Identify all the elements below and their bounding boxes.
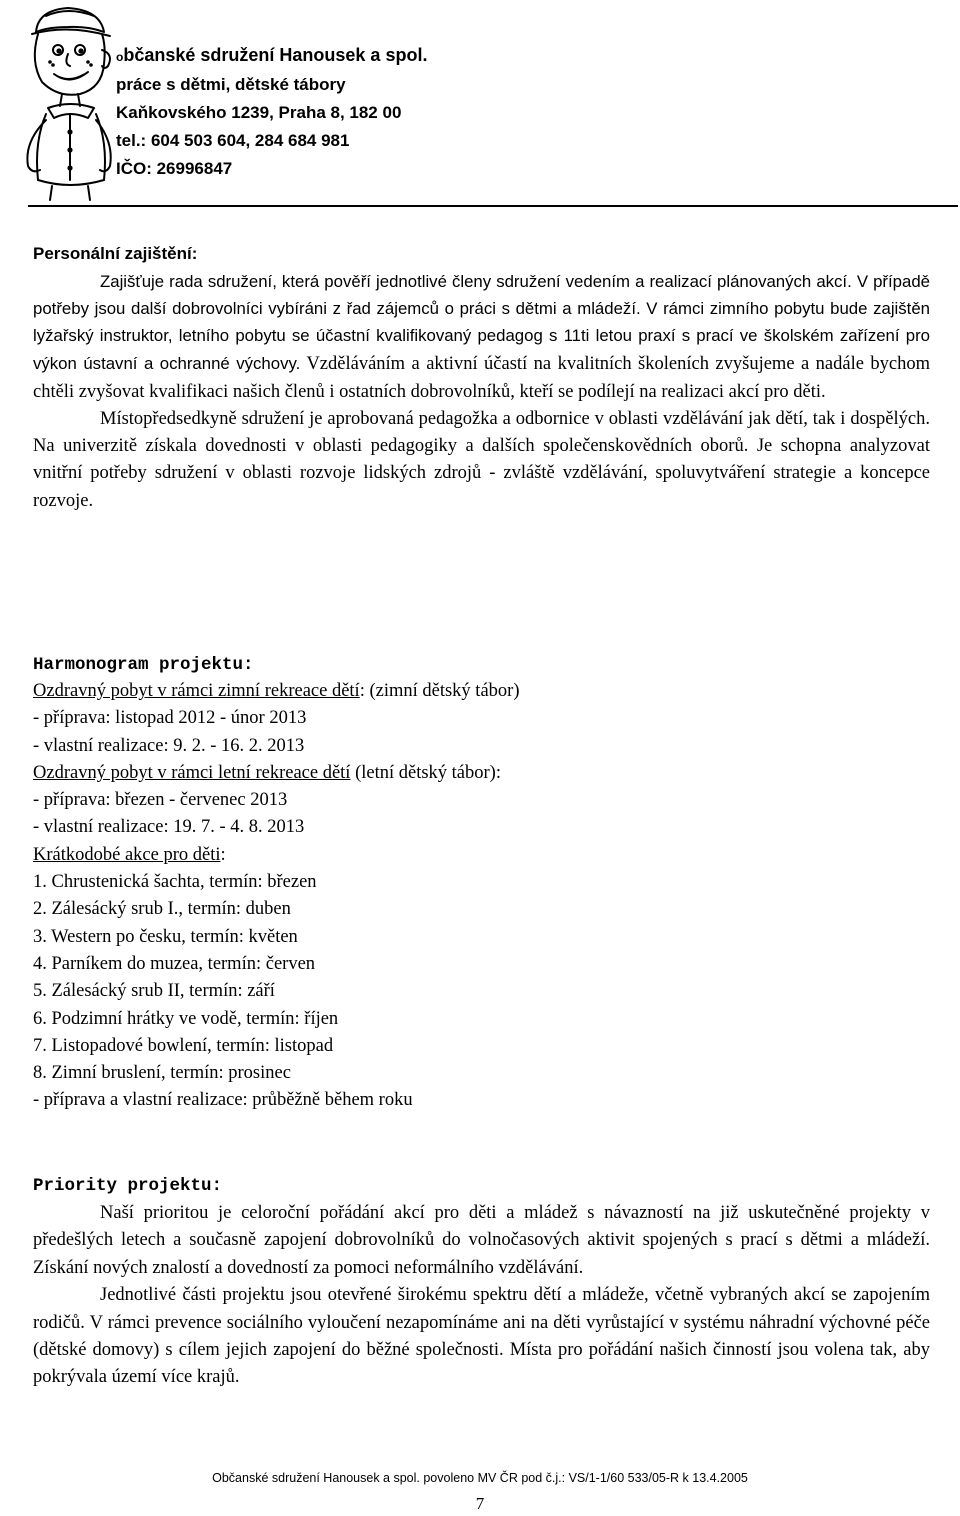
list-item: 6. Podzimní hrátky ve vodě, termín: říjen [33, 1008, 339, 1029]
short-actions-colon: : [220, 844, 226, 865]
winter-title-line [33, 678, 930, 705]
list-item: 3. Western po česku, termín: květen [33, 926, 298, 947]
summer-title-line [33, 760, 930, 787]
short-actions-title-line [33, 842, 930, 869]
priority-paragraph-2: Jednotlivé části projektu jsou otevřené širokému spektru dětí a mládeže, včetně vybraných akcí se zapojením rodičů. V rámci prevence sociálního vyloučení nezapomínáme ani na děti vyrůstající v systému náhradní výchovné péče (dětské domovy) s cílem jejich zapojení do běžné společnosti. Místa pro pořádání našich činností jsou volena tak, aby pokrývala území více krajů. [33, 1285, 930, 1388]
org-name: bčanské sdružení Hanousek a spol. [123, 45, 428, 65]
personal-section [33, 241, 930, 515]
harmonogram-section [33, 652, 930, 1115]
page-number: 7 [475, 1494, 485, 1513]
short-actions-title: Krátkodobé akce pro děti [33, 844, 221, 865]
header-divider [28, 205, 958, 207]
summer-realization: - vlastní realizace: 19. 7. - 4. 8. 2013 [33, 817, 305, 838]
personal-paragraph-1-serif: Vzděláváním a aktivní účastí na kvalitních školeních zvyšujeme a nadále bychom chtěli zvyšovat kvalifikaci našich členů i ostatních dobrovolníků, kteří se podílejí na realizaci akcí pro děti. [33, 353, 931, 402]
list-item: 4. Parníkem do muzea, termín: červen [33, 953, 316, 974]
summer-preparation: - příprava: březen - červenec 2013 [33, 790, 288, 811]
personal-heading: Personální zajištění: [33, 244, 198, 263]
org-activity: práce s dětmi, dětské tábory [116, 75, 346, 94]
winter-preparation: - příprava: listopad 2012 - únor 2013 [33, 708, 307, 729]
summer-note: (letní dětský tábor): [350, 762, 501, 783]
harmonogram-final: - příprava a vlastní realizace: průběžně během roku [33, 1090, 413, 1111]
personal-paragraph-2: Místopředsedkyně sdružení je aprobovaná pedagožka a odbornice v oblasti vzdělávání jak dětí, tak i dospělých. Na univerzitě získala dovednosti v oblasti pedagogiky a dalších společenskovědních oborů. Je schopna analyzovat vnitřní potřeby sdružení v oblasti rozvoje lidských zdrojů - zvláště vzdělávání, spoluvytváření strategie a koncepce rozvoje. [33, 409, 930, 511]
org-name-line [116, 41, 427, 71]
priority-section [33, 1173, 930, 1392]
org-name-prefix: o [116, 50, 124, 64]
winter-realization: - vlastní realizace: 9. 2. - 16. 2. 2013 [33, 735, 305, 756]
list-item: 1. Chrustenická šachta, termín: březen [33, 872, 317, 893]
priority-heading: Priority projektu: [33, 1176, 223, 1196]
harmonogram-heading: Harmonogram projektu: [33, 655, 254, 675]
list-item: 2. Zálesácký srub I., termín: duben [33, 899, 291, 920]
list-item: 7. Listopadové bowlení, termín: listopad [33, 1035, 334, 1056]
winter-note: : (zimní dětský tábor) [359, 681, 520, 701]
list-item: 5. Zálesácký srub II, termín: září [33, 981, 275, 1002]
priority-paragraph-1: Naší prioritou je celoroční pořádání akcí pro děti a mládež s návazností na již uskutečněné projekty v předešlých letech a současně zapojení dobrovolníků do volnočasových aktivit spojených s prací s dětmi a mládeží. Získání nových znalostí a dovedností za pomoci neformálního vzdělávání. [33, 1203, 930, 1278]
organization-header [116, 41, 427, 183]
cartoon-boy-logo-icon [18, 2, 118, 202]
org-phone: tel.: 604 503 604, 284 684 981 [116, 131, 350, 150]
org-address: Kaňkovského 1239, Praha 8, 182 00 [116, 103, 402, 122]
winter-title: Ozdravný pobyt v rámci zimní rekreace dětí [33, 681, 360, 701]
summer-title: Ozdravný pobyt v rámci letní rekreace dětí [33, 762, 351, 783]
list-item: 8. Zimní bruslení, termín: prosinec [33, 1063, 291, 1084]
footer-text: Občanské sdružení Hanousek a spol. povoleno MV ČR pod č.j.: VS/1-1/60 533/05-R k 13.4.2005 [212, 1471, 748, 1485]
personal-paragraph-1-sans: Zajišťuje rada sdružení, která pověří jednotlivé členy sdružení vedením a realizací plánovaných akcí. V případě potřeby jsou další dobrovolníci vybíráni z řad zájemců o práci s dětmi a mládeží. V rámci zimního pobytu bude zajištěn lyžařský instruktor, letního pobytu se účastní kvalifikovaný pedagog s 11ti letou praxí s prací ve školském zařízení pro výkon ústavní a ochranné výchovy. [33, 272, 930, 373]
org-ico: IČO: 26996847 [116, 159, 233, 178]
personal-paragraph-1 [33, 268, 930, 406]
